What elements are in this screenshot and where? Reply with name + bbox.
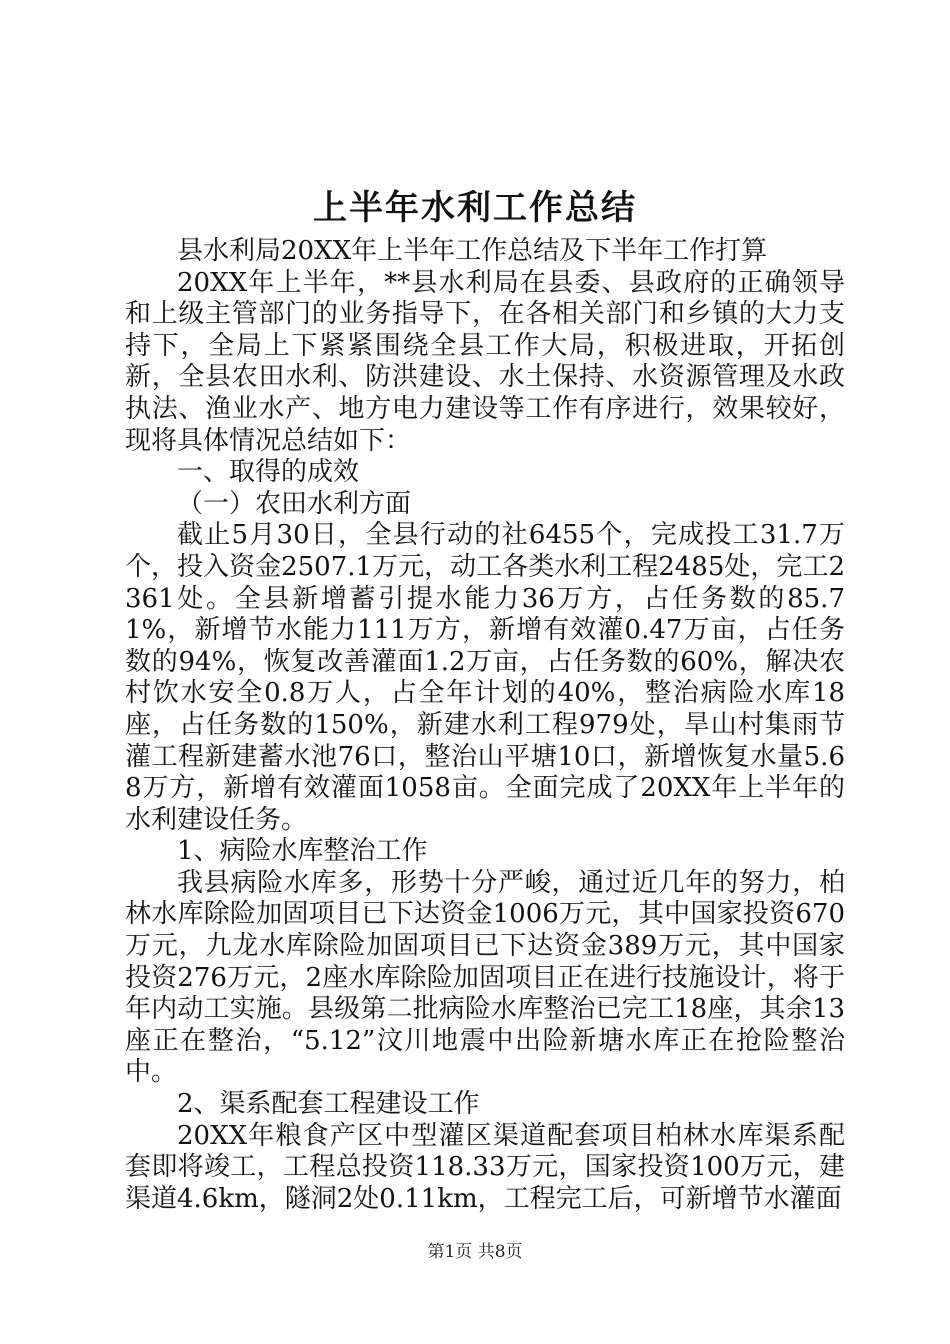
intro-paragraph: 20XX年上半年，**县水利局在县委、县政府的正确领导和上级主管部门的业务指导下，在各相关部门和乡镇的大力支持下，全局上下紧紧围绕全县工作大局，积极进取，开拓创新，全县农田水利、防洪建设、水土保持、水资源管理及水政执法、渔业水产、地方电力建设等工作有序进行，效果较好，现将具体情况总结如下： xyxy=(125,267,845,456)
item-heading-reservoir: 1、病险水库整治工作 xyxy=(177,836,428,867)
section-heading-achievements: 一、取得的成效 xyxy=(177,457,360,488)
reservoir-paragraph: 我县病险水库多，形势十分严峻，通过近几年的努力，柏林水库除险加固项目已下达资金1006万元，其中国家投资670万元，九龙水库除险加固项目已下达资金389万元，其中国家投资276万元，2座水库除险加固项目正在进行技施设计，将于年内动工实施。县级第二批病险水库整治已完工18座，其余13座正在整治，“5.12”汶川地震中出险新塘水库正在抢险整治中。 xyxy=(125,867,845,1088)
page-number-footer: 第1页 共8页 xyxy=(427,1242,523,1262)
subsection-heading-farmland: （一）农田水利方面 xyxy=(177,488,412,519)
canal-paragraph: 20XX年粮食产区中型灌区渠道配套项目柏林水库渠系配套即将竣工，工程总投资118.33万元，国家投资100万元，建渠道4.6km，隧洞2处0.11km，工程完工后，可新增节水灌面 xyxy=(125,1120,845,1214)
page-title: 上半年水利工作总结 xyxy=(313,188,637,228)
subtitle-paragraph: 县水利局20XX年上半年工作总结及下半年工作打算 xyxy=(177,236,768,266)
farmland-paragraph: 截止5月30日，全县行动的社6455个，完成投工31.7万个，投入资金2507.1万元，动工各类水利工程2485处，完工2361处。全县新增蓄引提水能力36万方，占任务数的85.71%，新增节水能力111万方，新增有效灌0.47万亩，占任务数的94%，恢复改善灌面1.2万亩，占任务数的60%，解决农村饮水安全0.8万人，占全年计划的40%，整治病险水库18座，占任务数的150%，新建水利工程979处，旱山村集雨节灌工程新建蓄水池76口，整治山平塘10口，新增恢复水量5.68万方，新增有效灌面1058亩。全面完成了20XX年上半年的水利建设任务。 xyxy=(125,520,845,835)
item-heading-canal: 2、渠系配套工程建设工作 xyxy=(177,1089,480,1120)
document-body xyxy=(125,236,845,1215)
